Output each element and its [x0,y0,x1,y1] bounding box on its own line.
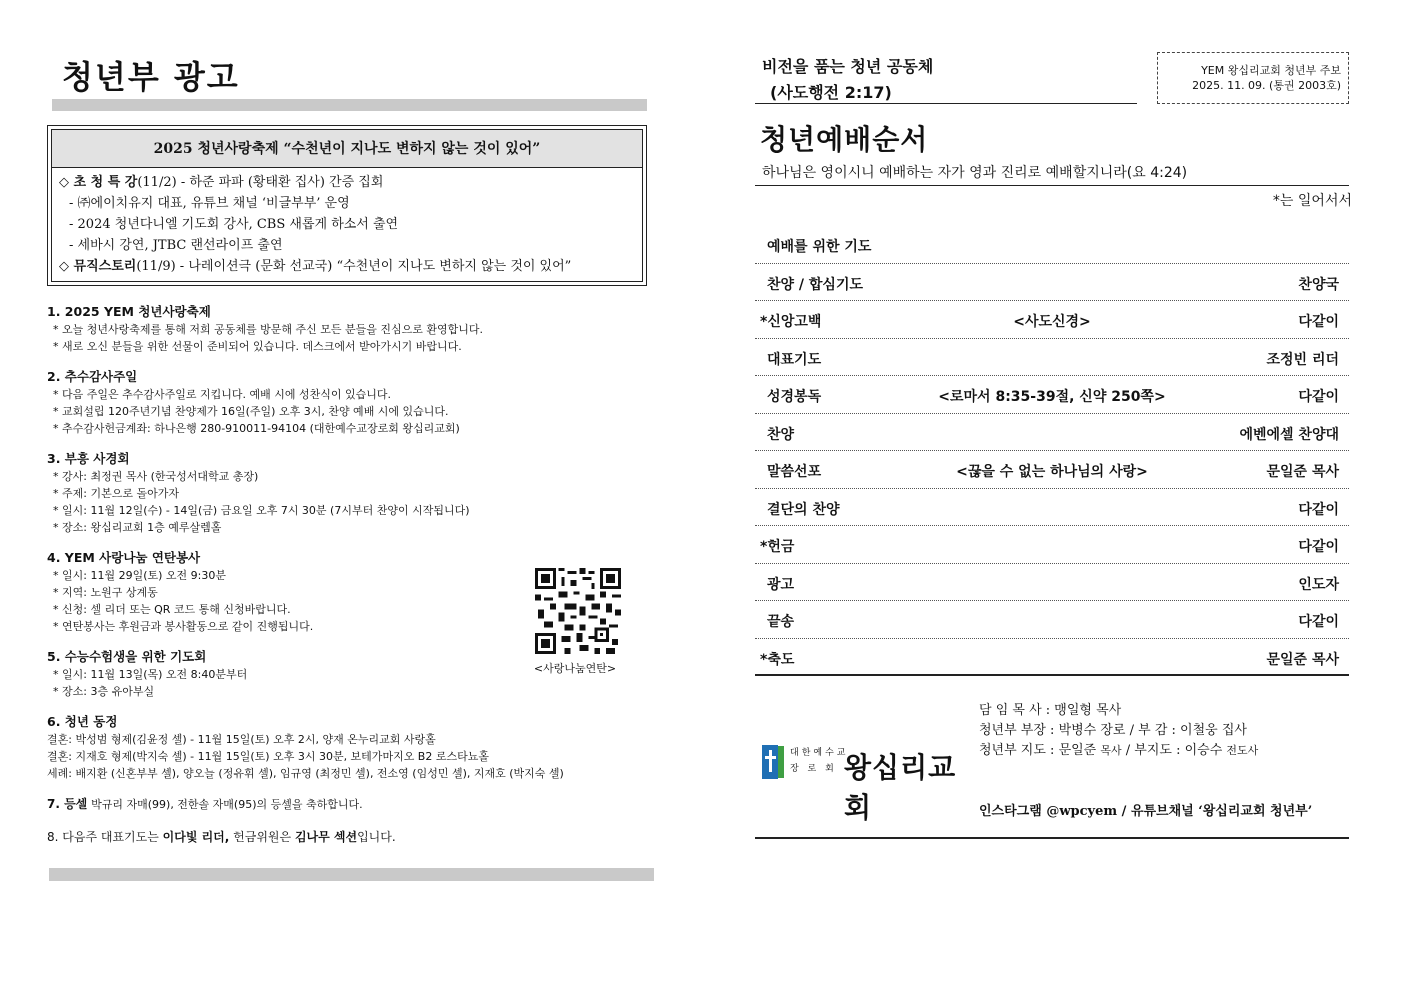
section-item: * 강사: 최정권 목사 (한국성서대학교 총장) [53,470,259,483]
order-item: 결단의 찬양 [767,501,840,518]
logo-denomination-line: 대한예수교 [790,748,849,758]
standing-note: *는 일어서서 [1272,193,1352,209]
music-story-line [59,256,642,277]
order-item: 끝송 [767,614,795,630]
notice-section [47,368,657,437]
order-item: 찬양 / 합심기도 [767,276,864,293]
staff-text: 청년부 지도 : 문일준 [979,743,1101,758]
order-item: *신앙고백 [760,314,822,330]
festival-heading: 2025 청년사랑축제 “수천년이 지나도 변하지 않는 것이 있어” [52,130,642,168]
order-leader: 찬양국 [1298,276,1339,293]
order-leader: 문일준 목사 [1266,464,1339,480]
vision-reference: (사도행전 2:17) [770,83,892,102]
section-item: * 연탄봉사는 후원금과 봉사활동으로 같이 진행됩니다. [53,620,314,633]
next-prayer-leader: 이다빛 리더, [162,830,230,844]
bulletin-name: YEM 왕십리교회 청년부 주보 [1201,64,1341,77]
divider-bar [49,868,654,881]
music-story-label: ◇ 뮤직스토리 [59,259,137,274]
section-item: * 장소: 3층 유아부실 [53,685,155,698]
worship-order-title: 청년예배순서 [760,123,929,156]
logo-denomination [790,745,848,777]
order-leader: 다같이 [1298,614,1339,630]
bulletin-date: 2025. 11. 09. (통권 2003호) [1192,79,1341,92]
order-leader: 에벤에셀 찬양대 [1239,426,1339,443]
special-lecture-text: (11/2) - 하준 파파 (황태환 집사) 간증 집회 [137,175,384,190]
section-item: * 일시: 11월 29일(토) 오전 9:30분 [53,569,226,582]
order-row [755,339,1349,377]
staff-line: 청년부 부장 : 박병수 장로 / 부 감 : 이철웅 집사 [979,723,1247,738]
staff-text: / 부지도 : 이승수 [1121,743,1227,758]
section-title: 1. 2025 YEM 청년사랑축제 [47,304,211,319]
order-leader: 다같이 [1298,501,1339,518]
festival-body [52,168,642,277]
news-item: 세례: 배지환 (신혼부부 셀), 양오늘 (정유휘 셀), 임규영 (최정민 셀), 전소영 (임성민 셀), 지재호 (박지숙 셀) [47,767,564,780]
order-row [755,564,1349,602]
next-week-section [47,828,657,846]
section-item: * 오늘 청년사랑축제를 통해 저희 공동체를 방문해 주신 모든 분들을 진심으로 환영합니다. [53,323,483,336]
divider-line [755,103,1137,104]
worship-order-list [755,226,1349,676]
divider-bar [52,99,647,111]
staff-title: 목사 [1100,744,1122,757]
order-row [755,489,1349,527]
order-leader: 인도자 [1298,576,1339,593]
special-item: - ㈜에이치유지 대표, 유튜브 채널 ‘비글부부’ 운영 [69,196,350,211]
lamp-text: 박규리 자매(99), 전한솔 자매(95)의 등셀을 축하합니다. [91,798,363,811]
order-row [755,639,1349,677]
staff-line: 담 임 목 사 : 맹일형 목사 [979,703,1122,718]
next-offering-team: 김나무 섹션 [294,830,358,844]
next-suffix: 입니다. [357,830,396,844]
order-item: 찬양 [767,426,795,443]
church-logo [760,743,960,824]
music-story-text: (11/9) - 나레이션극 (문화 선교국) “수천년이 지나도 변하지 않는 것이 있어” [136,259,572,274]
social-links: 인스타그램 @wpcyem / 유튜브채널 ‘왕십리교회 청년부’ [979,804,1313,819]
lamp-section [47,795,657,814]
page-title: 청년부 광고 [62,58,240,96]
section-item: * 다음 주일은 추수감사주일로 지킵니다. 예배 시에 성찬식이 있습니다. [53,388,391,401]
scripture-verse: 하나님은 영이시니 예배하는 자가 영과 진리로 예배할지니라(요 4:24) [762,165,1188,181]
order-leader: 문일준 목사 [1266,651,1339,668]
section-item: * 신청: 셀 리더 또는 QR 코드 통해 신청바랍니다. [53,603,291,616]
section-title: 2. 추수감사주일 [47,369,138,384]
news-item: 결혼: 지재호 형제(박지숙 셀) - 11월 15일(토) 오후 3시 30분, 보테가마지오 B2 로스타뇨홀 [47,750,489,763]
qr-code[interactable] [535,568,621,654]
order-item: 말씀선포 [767,464,822,480]
special-lecture-label: ◇ 초 청 특 강 [59,175,138,190]
next-mid: 헌금위원은 [229,830,295,844]
logo-denomination-line: 장 로 회 [790,764,837,774]
notice-section [47,303,657,355]
section-item: * 추수감사헌금계좌: 하나은행 280-910011-94104 (대한예수교장로회 왕십리교회) [53,422,460,435]
next-week-line [47,828,657,846]
qr-caption: <사랑나눔연탄> [533,662,617,675]
section-title: 3. 부흥 사경회 [47,451,130,466]
order-detail: <사도신경> [1013,314,1091,330]
special-item: - 세바시 강연, JTBC 랜선라이프 출연 [69,238,283,253]
section-title: 5. 수능수험생을 위한 기도회 [47,649,207,664]
lamp-line [47,795,657,814]
order-item: 예배를 위한 기도 [767,239,872,255]
order-item: *축도 [760,651,795,668]
festival-inner-frame [51,129,643,282]
order-row [755,376,1349,414]
section-title: 6. 청년 동정 [47,714,118,729]
order-detail: <끊을 수 없는 하나님의 사랑> [956,464,1148,480]
order-leader: 다같이 [1298,314,1339,330]
order-item: 대표기도 [767,351,822,368]
special-item: - 2024 청년다니엘 기도회 강사, CBS 새롭게 하소서 출연 [69,217,399,232]
notice-section-news [47,713,657,782]
cross-icon [762,745,778,779]
section-item: * 주제: 기본으로 돌아가자 [53,487,179,500]
order-leader: 다같이 [1298,539,1339,555]
notice-section [47,450,657,536]
section-item: * 일시: 11월 12일(수) - 14일(금) 금요일 오후 7시 30분 (7시부터 찬양이 시작됩니다) [53,504,470,517]
order-detail: <로마서 8:35-39절, 신약 250쪽> [938,389,1166,405]
order-row [755,526,1349,564]
festival-box [47,125,647,286]
vision-line: 비전을 품는 청년 공동체 [762,57,934,76]
special-lecture-line [59,172,642,193]
news-item: 결혼: 박성범 형제(김윤정 셀) - 11월 15일(토) 오후 2시, 양재 온누리교회 사랑홀 [47,733,436,746]
staff-info [979,701,1258,761]
logo-church-name: 왕십리교회 [844,751,957,824]
order-item: 광고 [767,576,795,593]
order-item: *헌금 [760,539,795,555]
section-title: 4. YEM 사랑나눔 연탄봉사 [47,550,201,565]
section-item: * 일시: 11월 13일(목) 오전 8:40분부터 [53,668,248,681]
section-item: * 지역: 노원구 상계동 [53,586,158,599]
staff-line [979,741,1258,761]
order-item: 성경봉독 [767,389,822,405]
order-row [755,451,1349,489]
order-row [755,414,1349,452]
order-leader: 다같이 [1298,389,1339,405]
logo-accent [778,746,784,778]
next-prefix: 8. 다음주 대표기도는 [47,830,163,844]
section-item: * 새로 오신 분들을 위한 선물이 준비되어 있습니다. 데스크에서 받아가시기 바랍니다. [53,340,462,353]
worship-order-page [700,0,1403,992]
order-row [755,301,1349,339]
order-row [755,226,1349,264]
order-leader: 조정빈 리더 [1266,351,1339,368]
lamp-label: 7. 등셀 [47,797,88,811]
section-item: * 장소: 왕십리교회 1층 예루살렘홀 [53,521,222,534]
staff-title: 전도사 [1226,744,1259,757]
order-row [755,601,1349,639]
divider-line [755,837,1349,839]
bulletin-info-box [1157,52,1349,104]
vision-statement [762,54,933,106]
announcements-page [0,0,700,992]
divider-line [755,185,1349,186]
section-item: * 교회설립 120주년기념 찬양제가 16일(주일) 오후 3시, 찬양 예배 시에 있습니다. [53,405,449,418]
order-row [755,264,1349,302]
